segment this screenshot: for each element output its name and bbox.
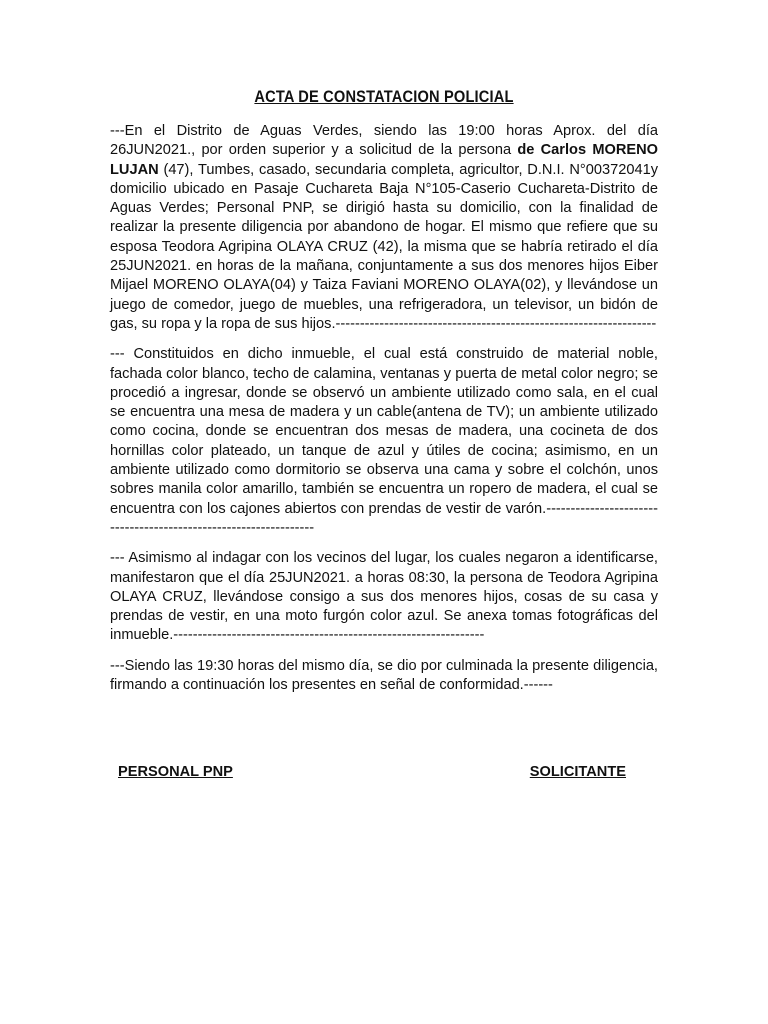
requester-name: de Carlos MORENO LUJAN <box>110 142 658 178</box>
paragraph-1-intro: ---En el Distrito de Aguas Verdes, siendo las 19:00 horas Aprox. del día 26JUN2021., por orden superior y a solicitud de la persona <box>110 123 658 159</box>
paragraph-1 <box>110 122 658 334</box>
paragraph-3: --- Asimismo al indagar con los vecinos del lugar, los cuales negaron a identificarse, manifestaron que el día 25JUN2021. a horas 08:30, la persona de Teodora Agripina OLAYA CRUZ, llevándose consigo a sus dos menores hijos, cosas de su casa y prendas de vestir, en una moto furgón color azul. Se anexa tomas fotográficas del inmueble.---------------------------------------------------------------- <box>110 550 658 644</box>
paragraph-2: --- Constituidos en dicho inmueble, el cual está construido de material noble, fachada color blanco, techo de calamina, ventanas y puerta de metal color negro; se procedió a ingresar, donde se observó un ambiente utilizado como sala, en el cual se encuentra una mesa de madera y un cable(antena de TV); un ambiente utilizado como cocina, donde se encuentran dos mesas de madera, una cocineta de dos hornillas color plateado, un tanque de azul y útiles de cocina; asimismo, en un ambiente utilizado como dormitorio se observa una cama y sobre el colchón, unos sobres manila color amarillo, también se encuentra un ropero de madera, el cual se encuentra con los cajones abiertos con prendas de vestir de varón.----------------------------------------------------------------- <box>110 346 658 536</box>
document-body <box>110 86 658 706</box>
paragraph-4: ---Siendo las 19:30 horas del mismo día, se dio por culminada la presente diligencia, firmando a continuación los presentes en señal de conformidad.------ <box>110 657 658 694</box>
signature-label-solicitante: SOLICITANTE <box>529 764 626 780</box>
paragraph-1-body: (47), Tumbes, casado, secundaria completa, agricultor, D.N.I. N°00372041y domicilio ubicado en Pasaje Cuchareta Baja N°105-Caserio Cuchareta-Distrito de Aguas Verdes; Personal PNP, se dirigió hasta su domicilio, con la finalidad de realizar la presente diligencia por abandono de hogar. El mismo que refiere que su esposa Teodora Agripina OLAYA CRUZ (42), la misma que se habría retirado el día 25JUN2021. en horas de la mañana, conjuntamente a sus dos menores hijos Eiber Mijael MORENO OLAYA(04) y Taiza Faviani MORENO OLAYA(02), y llevándose un juego de comedor, juego de muebles, una refrigeradora, un televisor, un bidón de gas, su ropa y la ropa de sus hijos.------------------------------------------------------------------ <box>110 161 658 332</box>
signature-row <box>118 764 626 780</box>
signature-label-pnp: PERSONAL PNP <box>118 764 233 780</box>
document-title: ACTA DE CONSTATACION POLICIAL <box>254 87 514 106</box>
